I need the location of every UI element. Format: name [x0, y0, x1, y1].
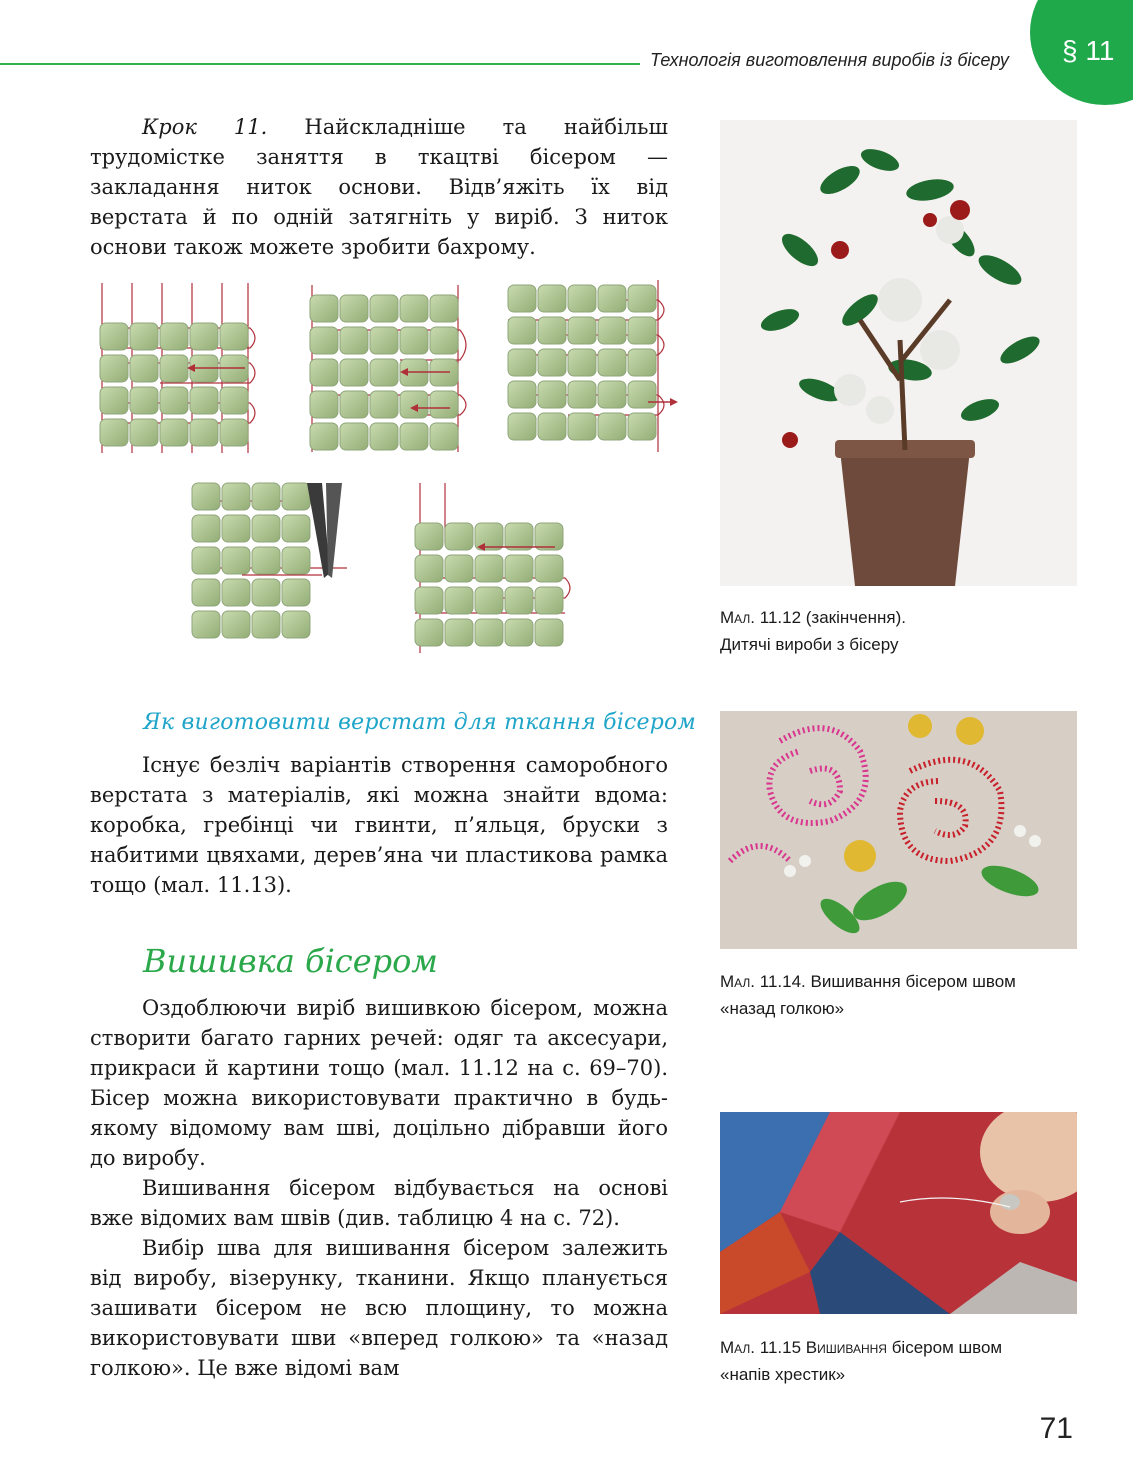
section-badge: [1030, 0, 1133, 105]
diagram-step-5: [415, 483, 570, 653]
beaded-roses-photo: [720, 711, 1077, 949]
caption-line: 11.15: [755, 1338, 806, 1357]
running-header-title: Технологія виготовлення виробів із бісеру: [650, 50, 1009, 70]
embroidery-paragraph-2: Вишивання бісером відбувається на основі вже відомих вам швів (див. таблицю 4 на с. 72).: [90, 1176, 668, 1230]
caption-line: «назад голкою»: [720, 999, 845, 1018]
beaded-tree-photo: [720, 120, 1077, 586]
caption-line: 11.14. Вишивання бісером швом: [755, 972, 1016, 991]
embroidery-body: [90, 993, 668, 1383]
caption-prefix: Мал.: [720, 1338, 756, 1357]
embroidery-heading: Вишивка бісером: [143, 942, 438, 980]
caption-fig-11-12: [720, 604, 1100, 658]
caption-small-caps: Вишивання: [805, 1338, 887, 1357]
loom-subheading: Як виготовити верстат для ткання бісером: [143, 710, 696, 735]
diagram-step-2: [310, 285, 466, 452]
loom-paragraph: [90, 750, 668, 900]
caption-line: «напів хрестик»: [720, 1365, 846, 1384]
step-label: Крок 11.: [142, 115, 268, 139]
bead-weaving-diagrams: [90, 278, 680, 658]
caption-line: Дитячі вироби з бісеру: [720, 635, 899, 654]
step-text: Найскладніше та найбільш трудомістке заняття в ткацтві бісером — закладання ниток основи. Відв’яжіть їх від верстата й по одній затягніть у виріб. З ниток основи також можете зробити бахрому.: [90, 115, 668, 259]
diagram-step-1: [100, 283, 255, 453]
caption-line: бісером швом: [886, 1338, 1003, 1357]
embroidery-paragraph-3: Вибір шва для вишивання бісером залежить від виробу, візерунку, тканини. Якщо планується зашивати бісером не всю площину, то можна використовувати шви «вперед голкою» та «назад голкою». Це вже відомі вам: [90, 1236, 668, 1380]
caption-line: 11.12 (закінчення).: [755, 608, 906, 627]
step-11-paragraph: [90, 112, 668, 262]
diagram-step-3: [508, 280, 678, 452]
diagram-step-4: [192, 483, 347, 638]
half-cross-stitch-photo: [720, 1112, 1077, 1314]
scissors-icon: [307, 483, 342, 578]
header-rule: [0, 63, 640, 65]
caption-prefix: Мал.: [720, 608, 756, 627]
page-number: 71: [1039, 1412, 1073, 1445]
caption-fig-11-15: [720, 1334, 1110, 1388]
loom-text: Існує безліч варіантів створення саморобного верстата з матеріалів, які можна знайти вдома: коробка, гребінці чи гвинти, п’яльця, бруски з набитими цвяхами, дерев’яна чи пластикова рамка тощо (мал. 11.13).: [90, 753, 668, 897]
embroidery-paragraph-1: Оздоблюючи виріб вишивкою бісером, можна створити багато гарних речей: одяг та аксесуари, прикраси й картини тощо (мал. 11.12 на с. 69–70). Бісер можна використовувати практично в будь-якому відомому вам шві, доцільно дібравши його до виробу.: [90, 996, 668, 1170]
caption-prefix: Мал.: [720, 972, 756, 991]
section-number: § 11: [1062, 35, 1115, 66]
caption-fig-11-14: [720, 968, 1110, 1022]
